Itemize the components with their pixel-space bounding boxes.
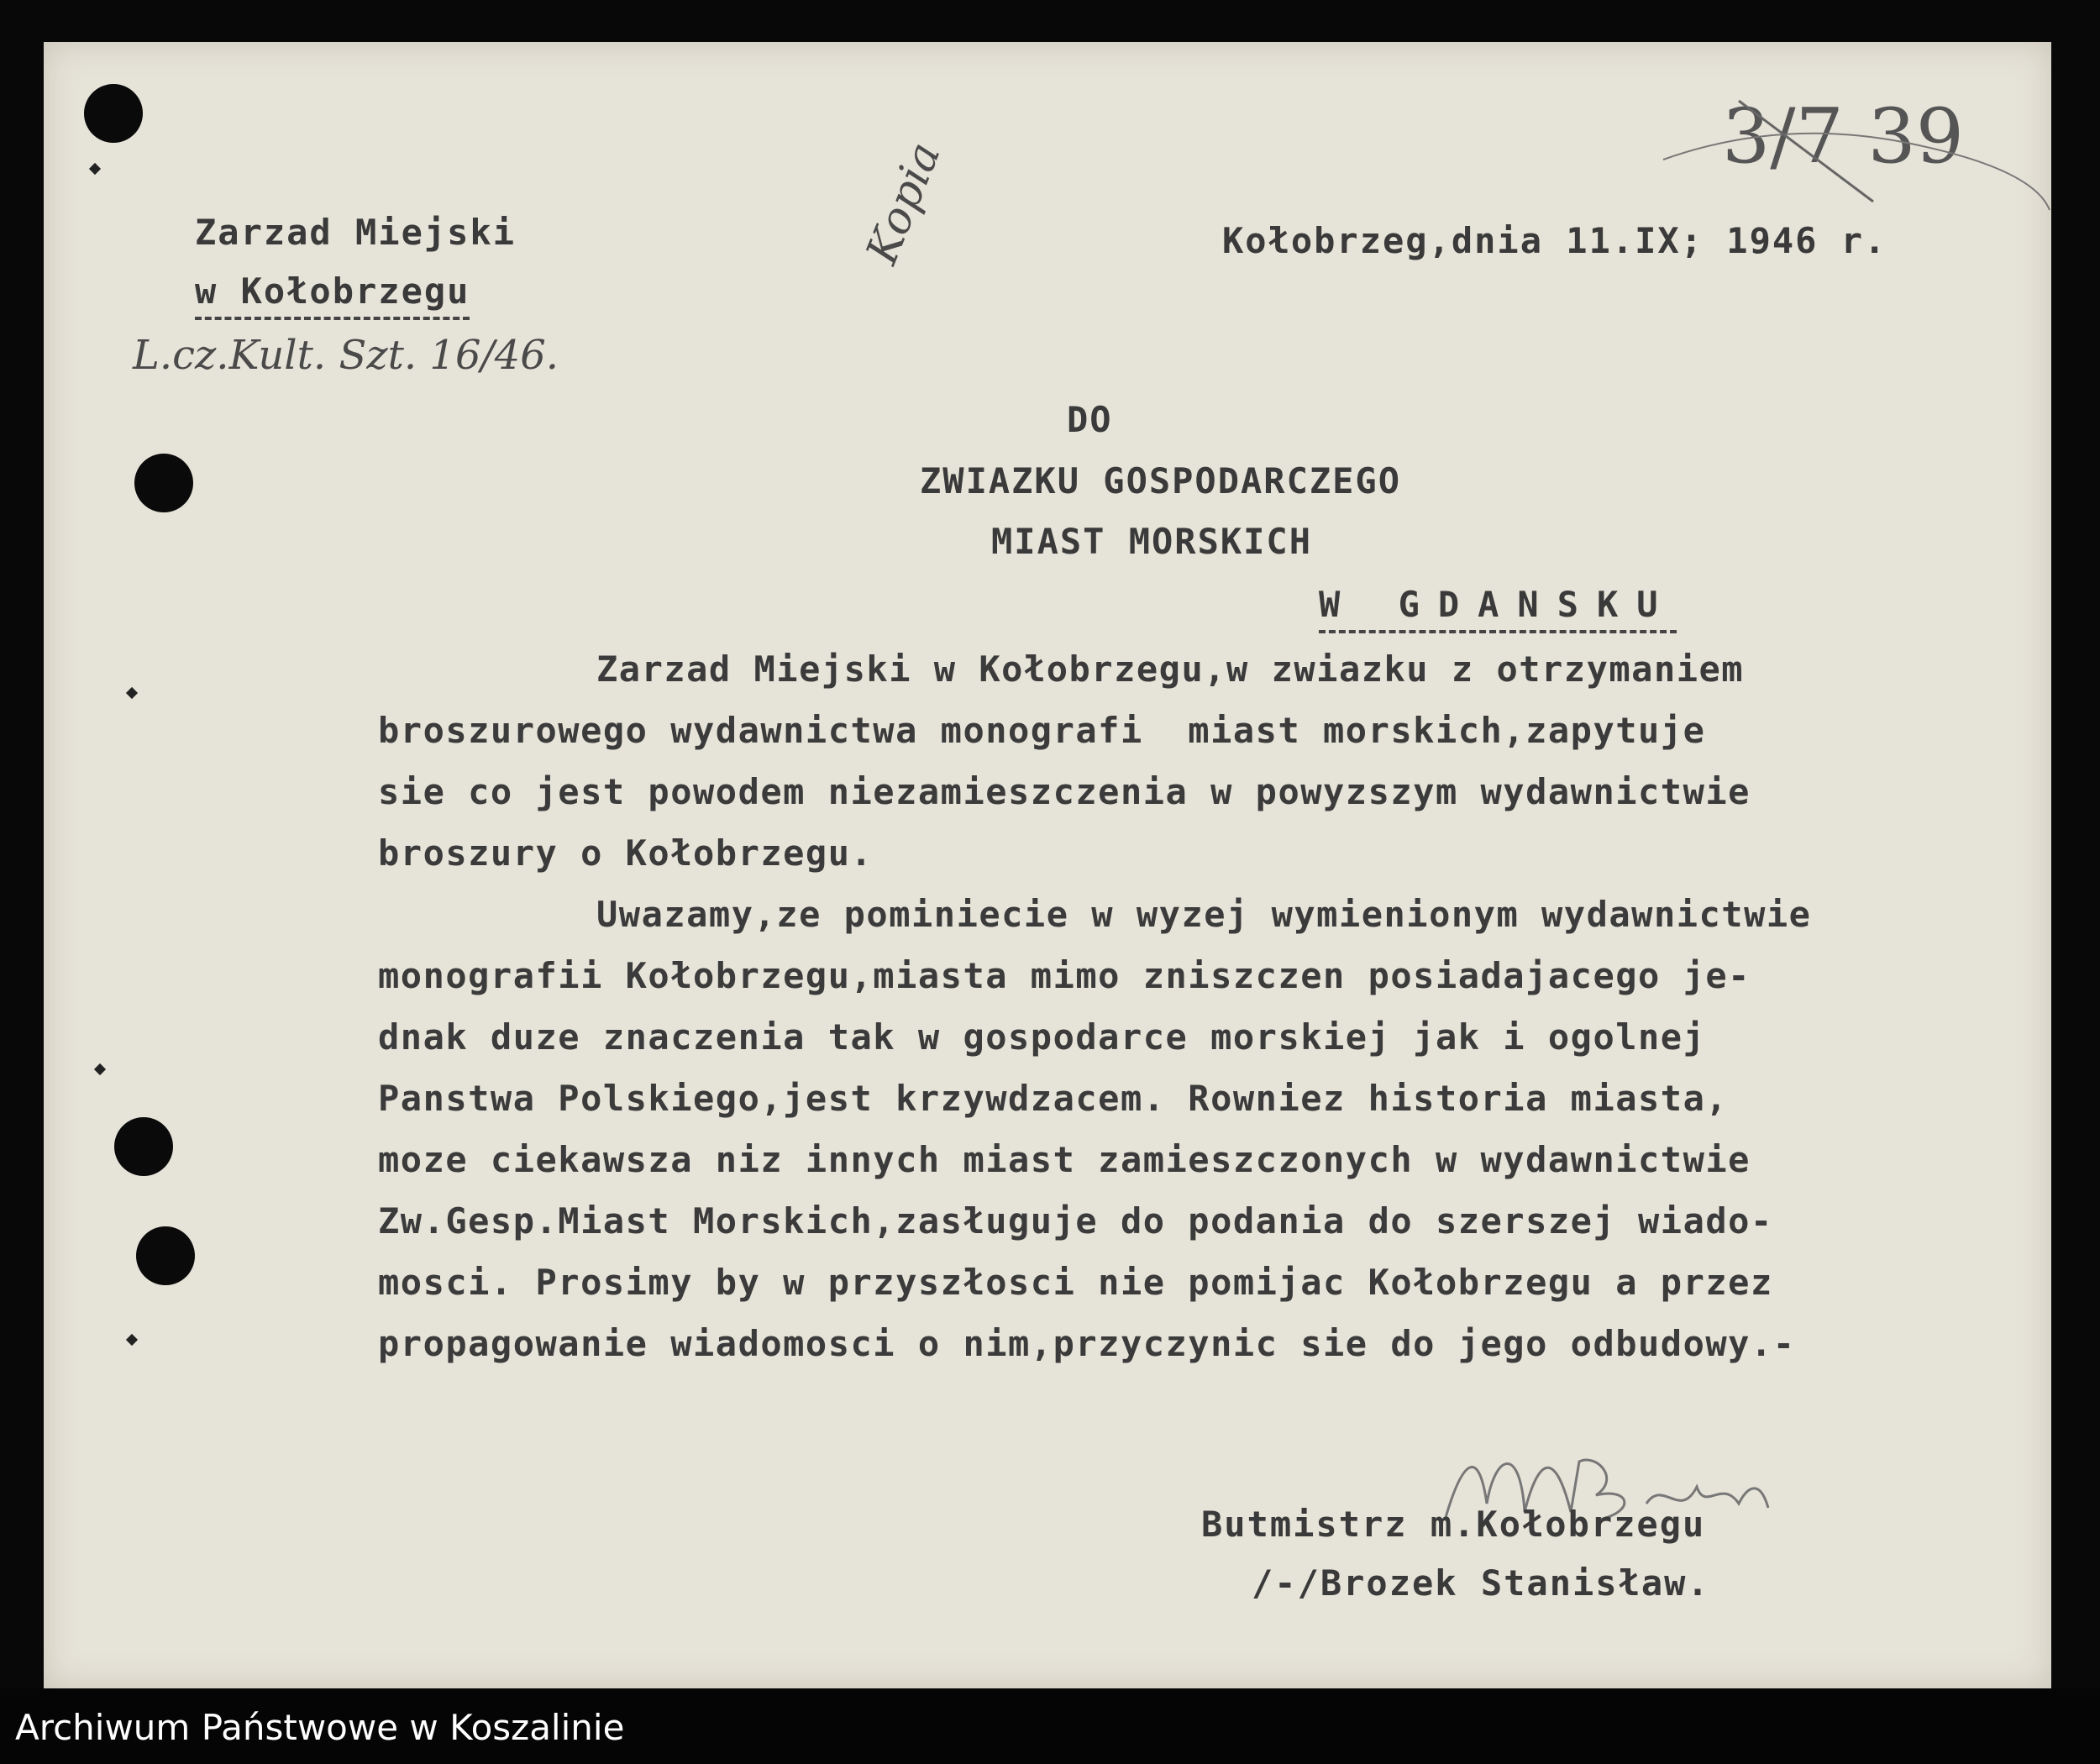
archive-footer <box>0 1688 2100 1764</box>
body-line: monografii Kołobrzegu,miasta mimo zniszczen posiadajacego je- <box>378 955 1751 996</box>
signatory-name: /-/Brozek Stanisław. <box>1252 1562 1710 1604</box>
body-line: sie co jest powodem niezamieszczenia w powyzszym wydawnictwie <box>378 771 1751 812</box>
address-recipient-2: MIAST MORSKICH <box>991 521 1313 562</box>
body-line: broszury o Kołobrzegu. <box>378 832 874 874</box>
staple-mark <box>126 1334 138 1346</box>
body-line: Zarzad Miejski w Kołobrzegu,w zwiazku z otrzymaniem <box>596 648 1745 690</box>
document-date: Kołobrzeg,dnia 11.IX; 1946 r. <box>1222 220 1887 261</box>
body-line: moze ciekawsza niz innych miast zamieszczonych w wydawnictwie <box>378 1139 1751 1180</box>
copy-stamp: Kopia <box>857 135 951 271</box>
staple-mark <box>126 687 138 699</box>
reference-number: L.cz.Kult. Szt. 16/46. <box>133 332 559 379</box>
body-line: broszurowego wydawnictwa monografi miast morskich,zapytuje <box>378 710 1706 751</box>
body-line: dnak duze znaczenia tak w gospodarce morskiej jak i ogolnej <box>378 1016 1706 1058</box>
staple-mark <box>94 1063 106 1075</box>
address-city: W GDANSKU <box>1319 584 1677 633</box>
punch-hole <box>114 1117 173 1176</box>
punch-hole <box>84 84 143 143</box>
body-line: Uwazamy,ze pominiecie w wyzej wymienionym wydawnictwie <box>596 894 1812 935</box>
punch-hole <box>136 1226 195 1285</box>
body-line: Zw.Gesp.Miast Morskich,zasługuje do podania do szerszej wiado- <box>378 1200 1773 1242</box>
signatory-title: Butmistrz m.Kołobrzegu <box>1201 1504 1706 1545</box>
address-recipient: ZWIAZKU GOSPODARCZEGO <box>920 460 1402 501</box>
office-name: Zarzad Miejski <box>195 212 517 253</box>
body-line: propagowanie wiadomosci o nim,przyczynic sie do jego odbudowy.- <box>378 1323 1796 1364</box>
body-line: mosci. Prosimy by w przyszłosci nie pomijac Kołobrzegu a przez <box>378 1262 1773 1303</box>
punch-hole <box>134 454 193 512</box>
address-to: DO <box>1067 399 1113 440</box>
letter-body <box>378 638 1974 1374</box>
archive-number: 3/7 39 <box>1722 92 1964 181</box>
strikethrough-mark <box>1655 84 2058 218</box>
office-location: w Kołobrzegu <box>195 270 470 320</box>
staple-mark <box>89 163 101 175</box>
body-line: Panstwa Polskiego,jest krzywdzacem. Rowniez historia miasta, <box>378 1078 1729 1119</box>
archive-name: Archiwum Państwowe w Koszalinie <box>15 1707 625 1748</box>
